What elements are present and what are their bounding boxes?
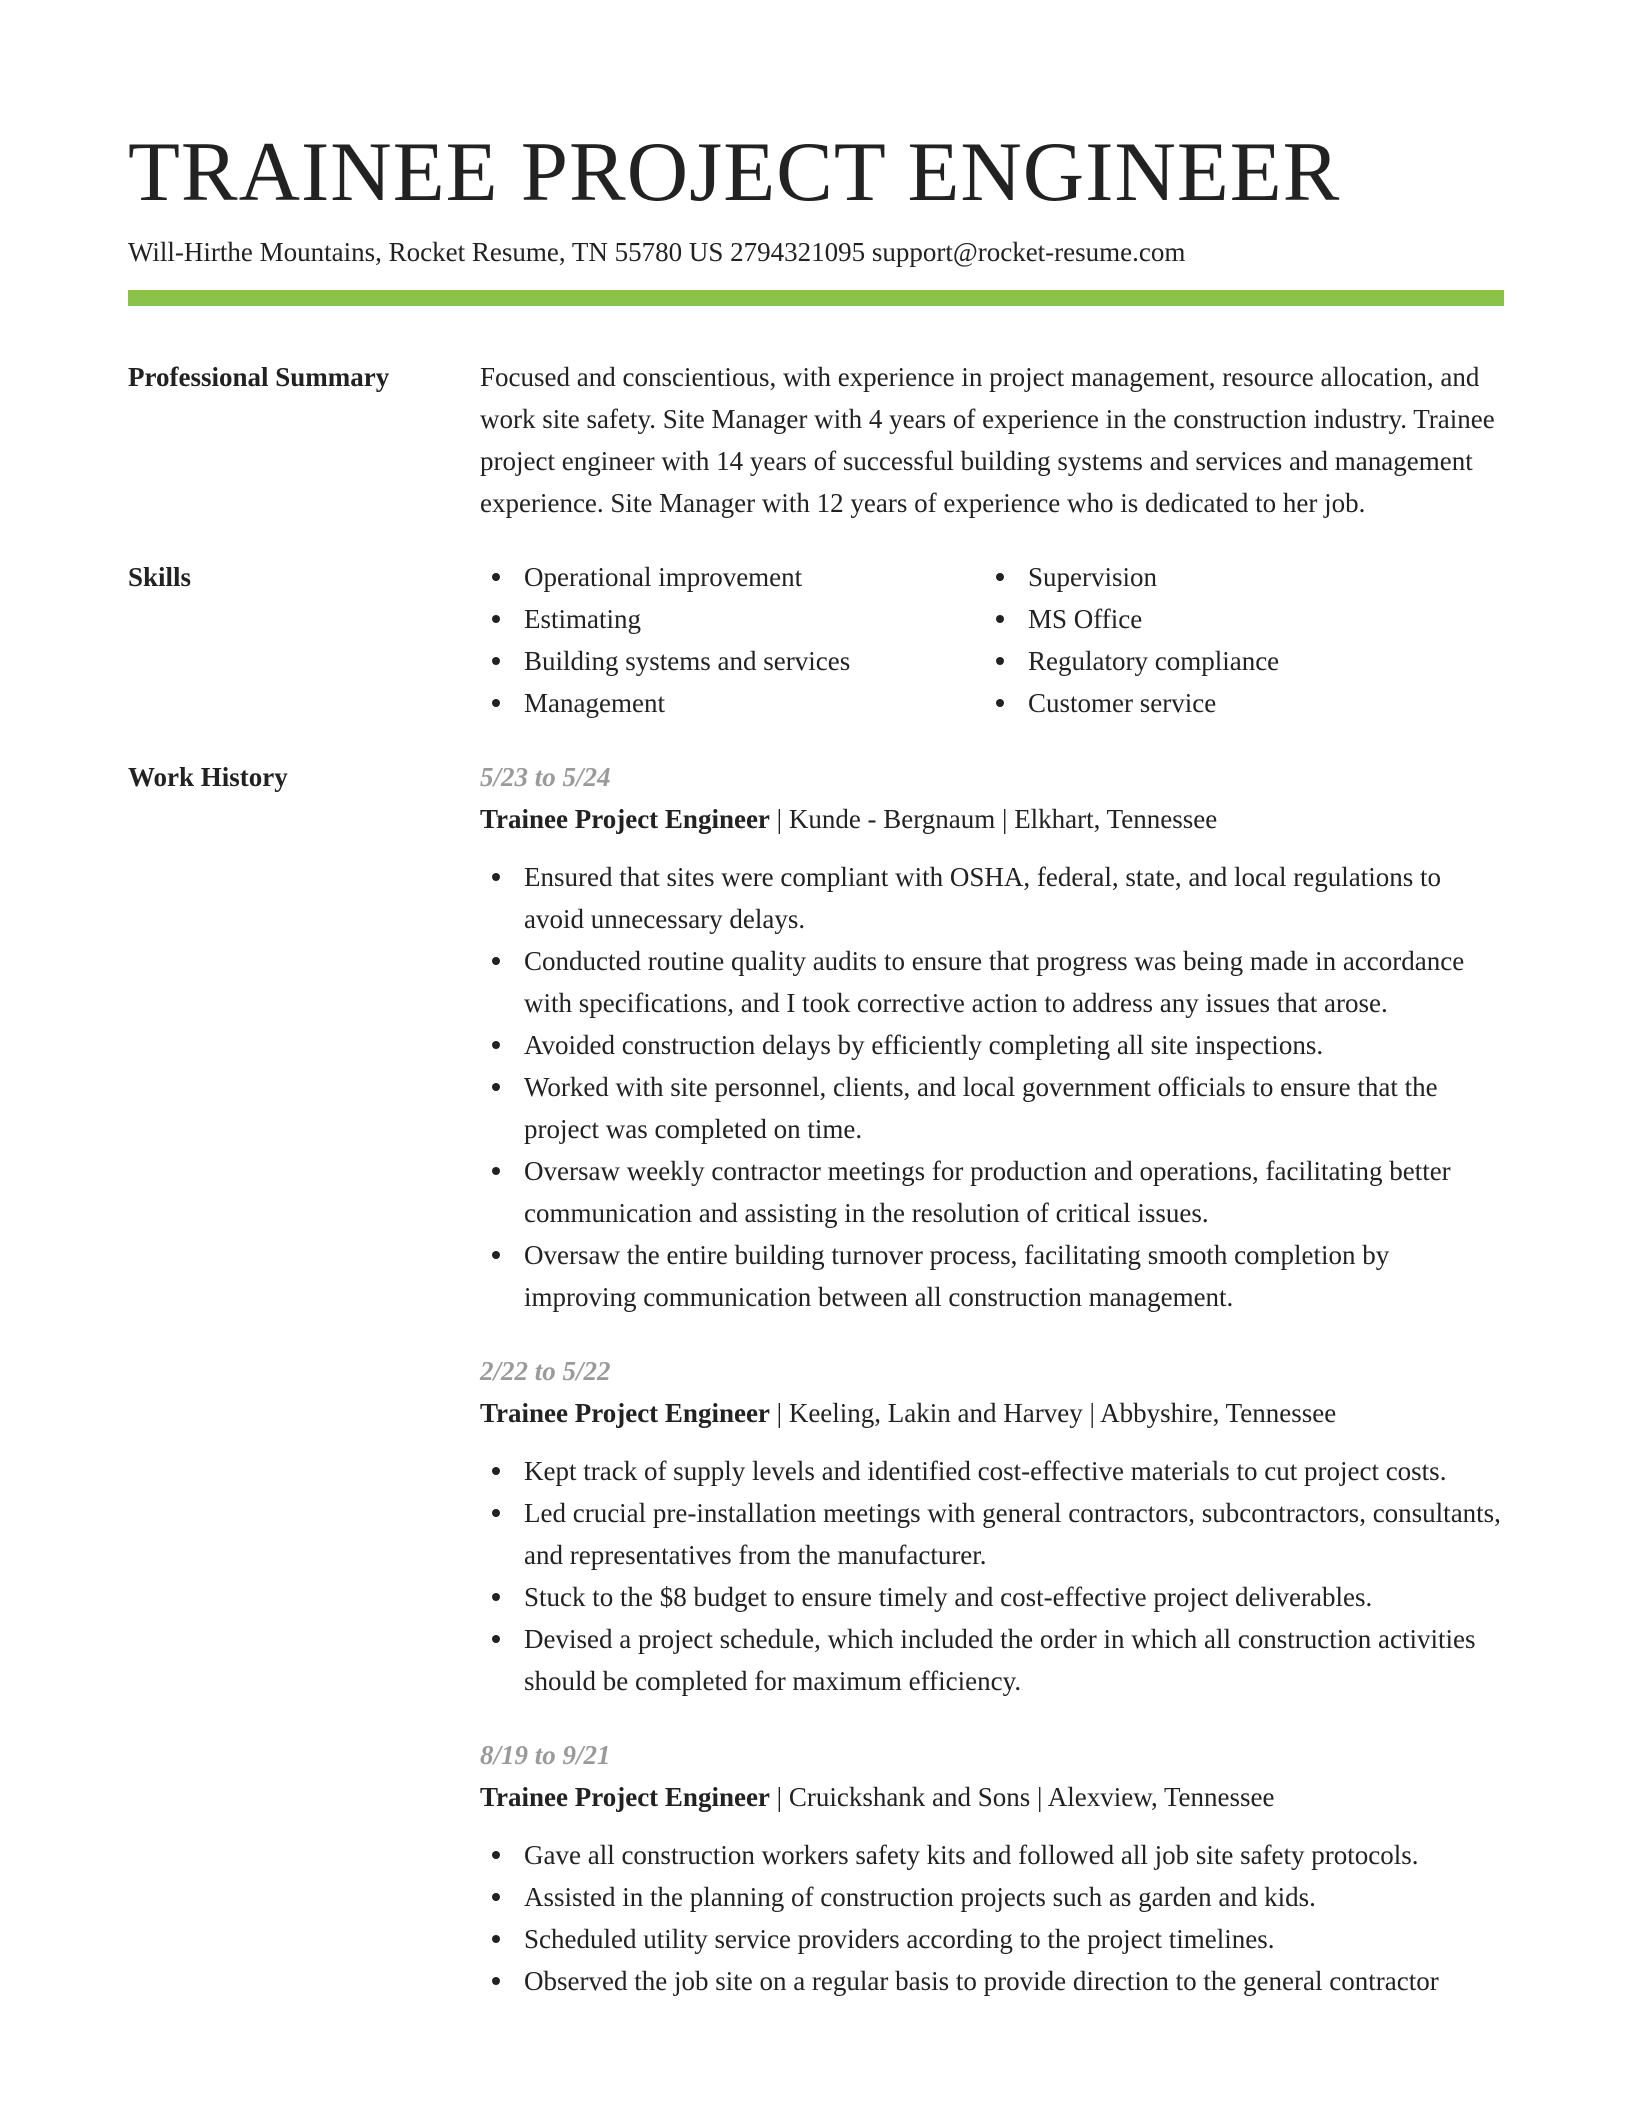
job-details: | Kunde - Bergnaum | Elkhart, Tennessee	[769, 804, 1218, 834]
skills-column-left	[480, 556, 984, 724]
bullet-text: Stuck to the $8 budget to ensure timely and cost-effective project deliverables.	[524, 1582, 1373, 1612]
skill-item	[480, 640, 984, 682]
bullet-icon	[492, 957, 500, 965]
list-item	[480, 1066, 1504, 1150]
skill-item	[480, 556, 984, 598]
skill-item	[480, 682, 984, 724]
job-bullets	[480, 1834, 1504, 2002]
job-header	[480, 1392, 1504, 1434]
job-dates: 8/19 to 9/21	[480, 1740, 611, 1770]
list-item	[480, 1876, 1504, 1918]
bullet-icon	[492, 1851, 500, 1859]
work-history-section	[128, 756, 1504, 2002]
list-item	[480, 1492, 1504, 1576]
list-item	[480, 1618, 1504, 1702]
work-history-list	[480, 756, 1504, 2002]
job-dates: 2/22 to 5/22	[480, 1356, 611, 1386]
skills-grid	[480, 556, 1504, 724]
bullet-text: Observed the job site on a regular basis to provide direction to the general contractor	[524, 1966, 1439, 1996]
job-dates: 5/23 to 5/24	[480, 762, 611, 792]
job-details: | Cruickshank and Sons | Alexview, Tennessee	[769, 1782, 1275, 1812]
skill-text: Building systems and services	[524, 646, 851, 676]
list-item	[480, 940, 1504, 1024]
bullet-icon	[492, 1467, 500, 1475]
skill-item	[984, 682, 1279, 724]
skill-text: MS Office	[1028, 604, 1143, 634]
job-bullets	[480, 1450, 1504, 1702]
bullet-text: Oversaw the entire building turnover process, facilitating smooth completion by improving communication between all construction management.	[524, 1240, 1390, 1312]
skill-text: Operational improvement	[524, 562, 803, 592]
job-entry	[480, 1734, 1504, 2002]
bullet-icon	[492, 1509, 500, 1517]
list-item	[480, 1450, 1504, 1492]
bullet-icon	[492, 615, 500, 623]
bullet-text: Oversaw weekly contractor meetings for production and operations, facilitating better communication and assisting in the resolution of critical issues.	[524, 1156, 1451, 1228]
bullet-text: Kept track of supply levels and identified cost-effective materials to cut project costs.	[524, 1456, 1447, 1486]
skills-column-right	[984, 556, 1279, 724]
bullet-icon	[492, 657, 500, 665]
skill-text: Management	[524, 688, 665, 718]
skill-item	[984, 598, 1279, 640]
job-title: Trainee Project Engineer	[480, 1398, 770, 1428]
list-item	[480, 1576, 1504, 1618]
bullet-icon	[996, 615, 1004, 623]
list-item	[480, 1960, 1504, 2002]
job-header	[480, 1776, 1504, 1818]
skills-section	[128, 556, 1504, 724]
list-item	[480, 1150, 1504, 1234]
job-title: Trainee Project Engineer	[480, 1782, 770, 1812]
bullet-text: Devised a project schedule, which included the order in which all construction activities should be completed for maximum efficiency.	[524, 1624, 1476, 1696]
list-item	[480, 1024, 1504, 1066]
bullet-text: Ensured that sites were compliant with OSHA, federal, state, and local regulations to avoid unnecessary delays.	[524, 862, 1441, 934]
bullet-icon	[996, 657, 1004, 665]
bullet-text: Scheduled utility service providers according to the project timelines.	[524, 1924, 1275, 1954]
summary-text: Focused and conscientious, with experience in project management, resource allocation, and work site safety. Site Manager with 4 years of experience in the construction industry. Trainee project engineer with 14 years of successful building systems and services and management experience. Site Manager with 12 years of experience who is dedicated to her job.	[480, 362, 1495, 518]
bullet-icon	[492, 1893, 500, 1901]
bullet-icon	[492, 573, 500, 581]
skill-text: Supervision	[1028, 562, 1158, 592]
job-header	[480, 798, 1504, 840]
skill-item	[480, 598, 984, 640]
list-item	[480, 1234, 1504, 1318]
list-item	[480, 856, 1504, 940]
skill-item	[984, 640, 1279, 682]
bullet-text: Avoided construction delays by efficiently completing all site inspections.	[524, 1030, 1324, 1060]
skill-text: Estimating	[524, 604, 641, 634]
bullet-text: Assisted in the planning of construction projects such as garden and kids.	[524, 1882, 1316, 1912]
section-label-skills: Skills	[128, 562, 192, 592]
bullet-icon	[492, 1251, 500, 1259]
header-divider	[128, 290, 1504, 306]
bullet-text: Conducted routine quality audits to ensure that progress was being made in accordance with specifications, and I took corrective action to address any issues that arose.	[524, 946, 1465, 1018]
job-entry	[480, 756, 1504, 1318]
section-label-work-history: Work History	[128, 762, 288, 792]
bullet-icon	[492, 1593, 500, 1601]
skill-item	[984, 556, 1279, 598]
job-title: Trainee Project Engineer	[480, 804, 770, 834]
job-bullets	[480, 856, 1504, 1318]
bullet-text: Led crucial pre-installation meetings with general contractors, subcontractors, consultants, and representatives from the manufacturer.	[524, 1498, 1501, 1570]
bullet-text: Gave all construction workers safety kits and followed all job site safety protocols.	[524, 1840, 1419, 1870]
bullet-icon	[492, 1167, 500, 1175]
bullet-icon	[996, 699, 1004, 707]
contact-line: Will-Hirthe Mountains, Rocket Resume, TN 55780 US 2794321095 support@rocket-resume.com	[128, 237, 1186, 267]
skill-text: Regulatory compliance	[1028, 646, 1280, 676]
bullet-text: Worked with site personnel, clients, and local government officials to ensure that the project was completed on time.	[524, 1072, 1438, 1144]
bullet-icon	[492, 699, 500, 707]
skill-text: Customer service	[1028, 688, 1217, 718]
job-details: | Keeling, Lakin and Harvey | Abbyshire, Tennessee	[769, 1398, 1337, 1428]
job-entry	[480, 1350, 1504, 1702]
bullet-icon	[492, 1635, 500, 1643]
bullet-icon	[492, 1041, 500, 1049]
bullet-icon	[492, 873, 500, 881]
resume-page	[128, 0, 1504, 2002]
bullet-icon	[492, 1977, 500, 1985]
bullet-icon	[492, 1083, 500, 1091]
bullet-icon	[996, 573, 1004, 581]
section-label-summary: Professional Summary	[128, 362, 390, 392]
bullet-icon	[492, 1935, 500, 1943]
list-item	[480, 1918, 1504, 1960]
list-item	[480, 1834, 1504, 1876]
summary-section	[128, 356, 1504, 524]
page-title: TRAINEE PROJECT ENGINEER	[128, 125, 1341, 219]
